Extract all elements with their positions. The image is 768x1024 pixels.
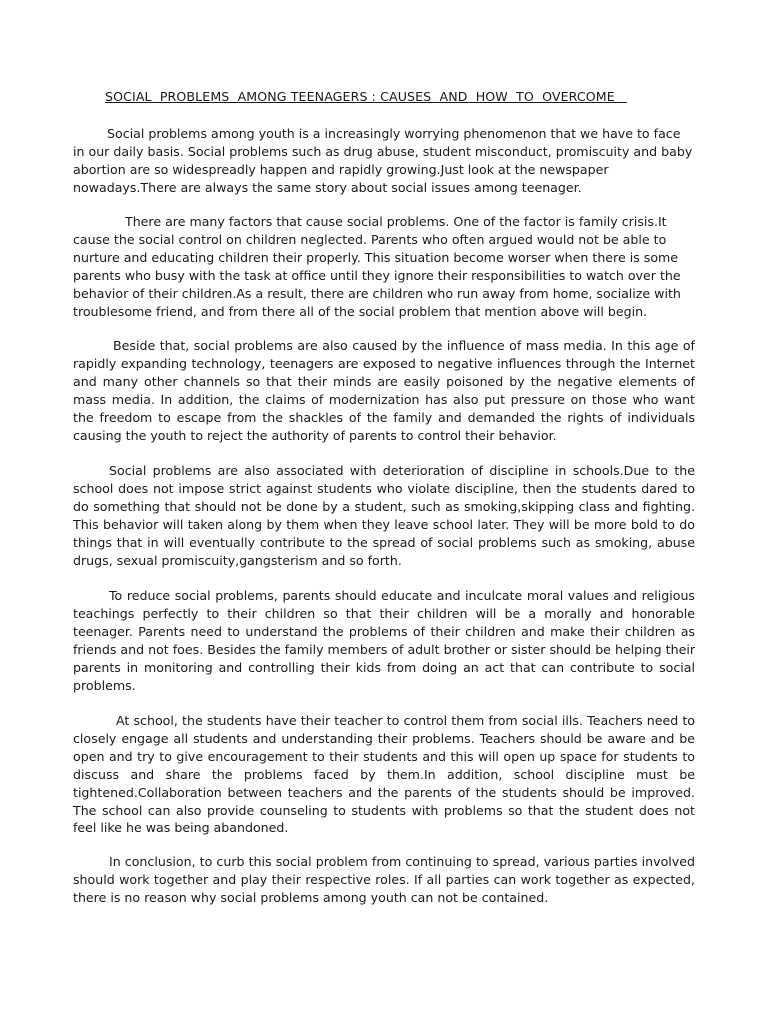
paragraph-parents-role: To reduce social problems, parents should educate and inculcate moral values and religious teachings perfectly to their children so that their children will be a morally and honorable teenager. Parents need to understand the problems of their children and make their children as friends and not foes. Besides the family members of adult brother or sister should be helping their parents in monitoring and controlling their kids from doing an act that can contribute to social problems.	[73, 588, 695, 693]
paragraph-school-discipline: Social problems are also associated with deterioration of discipline in schools.Due to the school does not impose strict against students who violate discipline, then the students dared to do something that should not be done by a student, such as smoking,skipping class and fighting. This behavior will taken along by them when they leave school later. They will be more bold to do things that in will eventually contribute to the spread of social problems such as smoking, abuse drugs, sexual promiscuity,gangsterism and so forth.	[73, 463, 695, 568]
paragraph-family-crisis: There are many factors that cause social problems. One of the factor is family crisis.It cause the social control on children neglected. Parents who often argued would not be able to nurture and educating children their properly. This situation become worser when there is some parents who busy with the task at office until they ignore their responsibilities to watch over the behavior of their children.As a result, there are children who run away from home, socialize with troublesome friend, and from there all of the social problem that mention above will begin.	[73, 214, 681, 319]
paragraph-teachers-role: At school, the students have their teacher to control them from social ills. Teachers need to closely engage all students and understanding their problems. Teachers should be aware and be open and try to give encouragement to their students and this will open up space for students to discuss and share the problems faced by them.In addition, school discipline must be tightened.Collaboration between teachers and the parents of the students should be improved. The school can also provide counseling to students with problems so that the student does not feel like he was being abandoned.	[73, 713, 695, 836]
document-title: SOCIAL PROBLEMS AMONG TEENAGERS : CAUSES AND HOW TO OVERCOME	[105, 89, 628, 104]
paragraph-mass-media: Beside that, social problems are also caused by the influence of mass media. In this age of rapidly expanding technology, teenagers are exposed to negative influences through the Internet and many other channels so that their minds are easily poisoned by the negative elements of mass media. In addition, the claims of modernization has also put pressure on those who want the freedom to escape from the shackles of the family and demanded the rights of individuals causing the youth to reject the authority of parents to control their behavior.	[73, 338, 695, 443]
paragraph-introduction: Social problems among youth is a increasingly worrying phenomenon that we have to face in our daily basis. Social problems such as drug abuse, student misconduct, promiscuity and baby abortion are so widespreadly happen and rapidly growing.Just look at the newspaper nowadays.There are always the same story about social issues among teenager.	[73, 126, 693, 195]
paragraph-conclusion: In conclusion, to curb this social problem from continuing to spread, various parties involved should work together and play their respective roles. If all parties can work together as expected, there is no reason why social problems among youth can not be contained.	[73, 854, 695, 905]
